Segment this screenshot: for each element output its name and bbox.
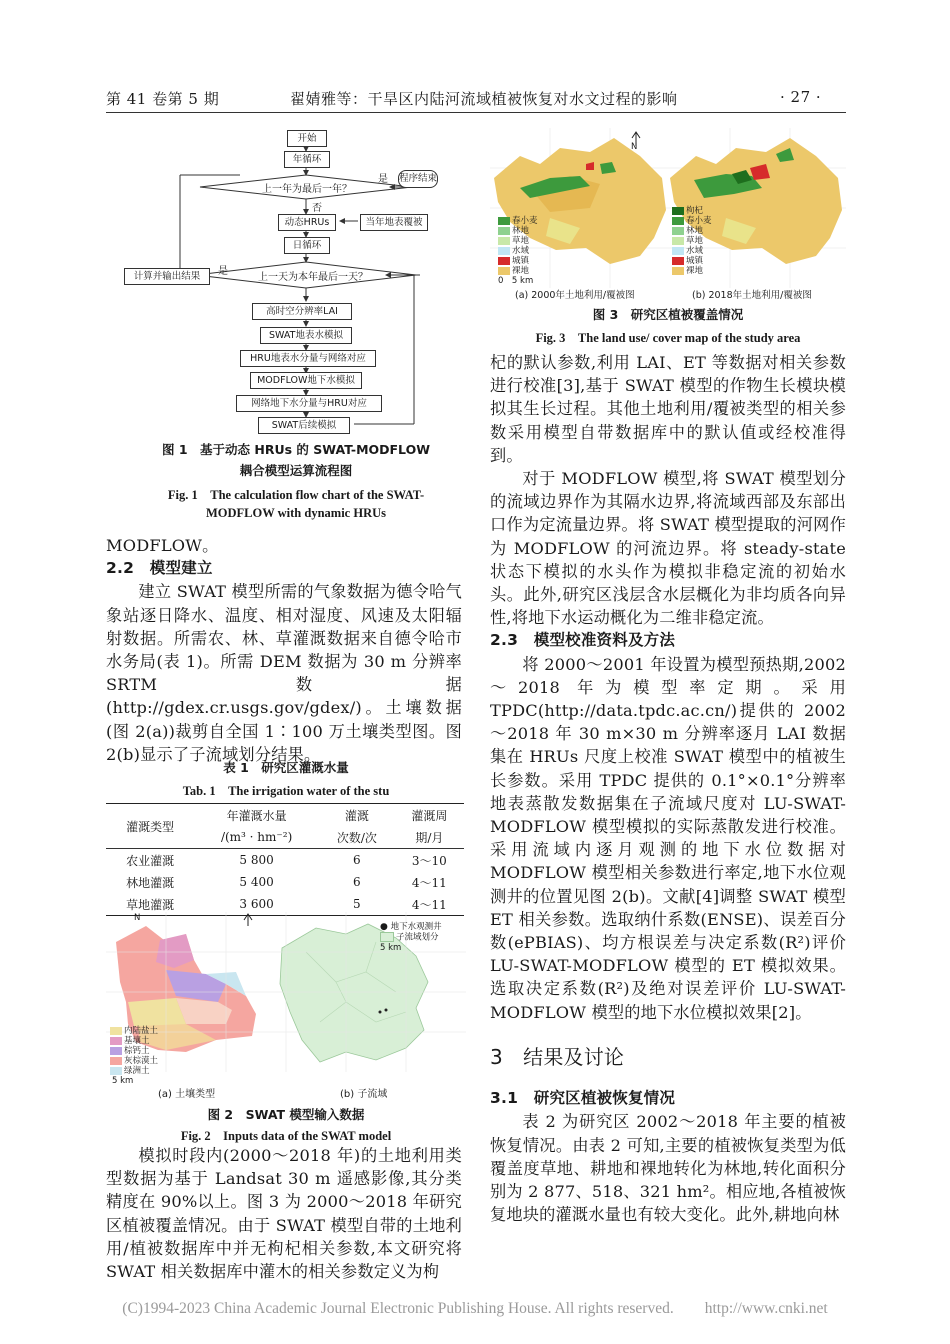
legend-item: 水域 [686,246,704,256]
swatch-icon [498,247,510,255]
header-amount-1: 年灌溉水量 [226,808,287,823]
fig3-sub-a: (a) 2000年土地利用/覆被图 [515,290,635,301]
legend-item: 城镇 [512,256,530,266]
fig3-legend-a [498,216,538,286]
fig2-sub-a: (a) 土壤类型 [158,1089,216,1100]
header-count-2: 次数/次 [319,826,395,849]
cell-amount: 5 800 [239,853,274,867]
legend-item: 裸地 [686,266,704,276]
left-text-2 [106,1144,462,1283]
legend-item: 裸地 [512,266,530,276]
table-1 [106,803,464,916]
day-loop-box: 日循环 [284,237,330,254]
page-number: · 27 · [780,88,822,106]
year-loop-box: 年循环 [284,151,330,168]
swatch-icon [672,257,684,265]
swatch-icon [110,1037,122,1045]
legend-item: 草地 [512,236,530,246]
end-box: 程序结束 [398,170,438,188]
cell-amount: 3 600 [239,897,274,911]
swatch-icon [110,1047,122,1055]
table1-title-en: Tab. 1 The irrigation water of the stu [182,784,390,798]
start-box: 开始 [287,130,327,147]
fig2-legend-a [110,1026,158,1076]
fig2-north: N [134,913,141,923]
table1-title-cn: 表 1 研究区灌溉水量 [223,760,349,775]
cell-type: 农业灌溉 [126,853,175,868]
header-count-1: 灌溉 [344,808,369,823]
swat-next-box: SWAT后续模拟 [258,417,350,434]
no-label-1: 否 [312,203,322,214]
swatch-icon [498,237,510,245]
header-period-1: 灌溉周 [411,808,448,823]
fig3-sub-b: (b) 2018年土地利用/覆被图 [692,290,812,301]
fig1-caption-en-1: Fig. 1 The calculation flow chart of the SWAT- [167,488,425,502]
para-modflow-end: MODFLOW。 [106,536,219,555]
cell-amount: 5 400 [239,875,274,889]
decision-last-year: 上一年为最后一年？ [262,184,352,195]
cell-type: 林地灌溉 [126,875,175,890]
cell-period: 3～10 [411,853,447,868]
grid-map-box: 网络地下水分量与HRU对应 [236,395,382,412]
fig3-legend-b [672,206,712,276]
output-box: 计算并输出结果 [124,268,210,285]
legend-item: 子流域划分 [396,932,439,943]
current-cover-box: 当年地表覆被 [360,214,428,231]
running-title: 翟婧雅等：干旱区内陆河流域植被恢复对水文过程的影响 [290,90,678,108]
legend-item: 水域 [512,246,530,256]
cell-period: 4～11 [411,897,447,912]
para-calibration: 杞的默认参数,利用 LAI、ET 等数据对相关参数进行校准[3],基于 SWAT 模型的作物生长模块模拟其生长过程。其他土地利用/覆被类型的相关参数采用模型自带数据库中的默认值或经校准得到。 [490,353,846,465]
legend-item: 枸杞 [686,206,704,216]
fig1-caption-cn-1: 图 1 基于动态 HRUs 的 SWAT-MODFLOW [161,442,430,457]
swatch-icon [110,1027,122,1035]
fig2-legend-b: ● 地下水观测井 子流域划分 5 km [380,922,442,953]
modflow-box: MODFLOW地下水模拟 [250,372,362,389]
fig2-caption-en: Fig. 2 Inputs data of the SWAT model [180,1129,392,1143]
swatch-icon [672,237,684,245]
table-row [106,849,464,872]
legend-item: 灰棕漠土 [124,1056,159,1066]
legend-item: 地下水观测井 [390,922,442,932]
header-amount-2: /(m³ · hm⁻²) [194,826,319,849]
swatch-icon [672,227,684,235]
legend-item: 林地 [512,226,530,236]
cell-count: 6 [353,853,361,867]
fig1-caption-en-2: MODFLOW with dynamic HRUs [206,506,386,520]
yes-label-1: 是 [378,174,388,185]
fig3-north: N [631,142,638,152]
right-text [490,351,846,1226]
swatch-icon [498,267,510,275]
section-3-1-heading: 3.1 研究区植被恢复情况 [490,1089,676,1108]
fig2-caption-cn: 图 2 SWAT 模型输入数据 [207,1107,365,1122]
para-model-setup: 建立 SWAT 模型所需的气象数据为德令哈气象站逐日降水、温度、相对湿度、风速及太阳辐射数据。所需农、林、草灌溉数据来自德令哈市水务局(表 1)。所需 DEM 数据为 30 m 分辨率 SRTM 数据(http://gdex.cr.usgs.gov/gdex/)。土壤数据(图 2(a))裁剪自全国 1∶100 万土壤类型图。图 2(b)显示了子流域划分结果。 [106,582,462,764]
para-landuse: 模拟时段内(2000～2018 年)的土地利用类型数据为基于 Landsat 30 m 遥感影像,其分类精度在 90%以上。图 3 为 2000～2018 年研究区植被覆盖情况。由于 SWAT 模型自带的土地利用/植被数据库中并无枸杞相关参数,本文研究将 SWAT 相关数据库中灌木的相关参数定义为枸 [106,1146,462,1282]
dynamic-hrus-box: 动态HRUs [278,214,336,231]
decision-last-day: 上一天为本年最后一天？ [258,272,368,283]
lai-box: 高时空分辨率LAI [252,303,352,320]
fig2-sub-b: (b) 子流域 [340,1089,388,1100]
legend-item: 城镇 [686,256,704,266]
section-3-heading: 3 结果及讨论 [490,1044,625,1069]
fig2-scale-a: 5 km [112,1076,134,1086]
swatch-icon [498,257,510,265]
left-text [106,534,462,766]
header-period-2: 期/月 [395,826,464,849]
legend-item: 春小麦 [512,216,538,226]
yes-label-2: 是 [218,266,228,277]
legend-item: 棕钙土 [124,1046,150,1056]
hru-map-box: HRU地表水分量与网络对应 [240,350,376,367]
header-rule [106,112,846,113]
para-modflow: 对于 MODFLOW 模型,将 SWAT 模型划分的流域边界作为其隔水边界,将流域西部及东部出口作为定流量边界。将 SWAT 模型提取的河网作为 MODFLOW 的河流边界。将 steady-state 状态下模拟的水头作为模拟非稳定流的初始水头。此外,研究区浅层含水层概化为非均质各向异性,将地下水运动概化为二维非稳定流。 [490,469,846,628]
journal-issue: 第 41 卷第 5 期 [106,90,220,108]
swatch-icon [498,217,510,225]
legend-item: 林地 [686,226,704,236]
cell-type: 草地灌溉 [126,897,175,912]
cell-count: 5 [353,897,361,911]
swatch-icon [110,1057,122,1065]
table-header-row [106,804,464,827]
legend-item: 草地 [686,236,704,246]
cell-period: 4～11 [411,875,447,890]
swatch-icon [498,227,510,235]
legend-item: 内陆盐土 [124,1026,159,1036]
legend-item: 绿洲土 [124,1066,150,1076]
header-type: 灌溉类型 [106,804,194,849]
fig1-caption-cn-2: 耦合模型运算流程图 [239,463,353,478]
swatch-icon [672,207,684,215]
fig3-caption-en: Fig. 3 The land use/ cover map of the study area [535,331,801,345]
swatch-icon [380,932,394,942]
table-row [106,871,464,893]
cell-count: 6 [353,875,361,889]
swatch-icon [672,267,684,275]
swatch-icon [110,1067,122,1075]
section-2-2-heading: 2.2 模型建立 [106,559,213,578]
legend-item: 基壤土 [124,1036,150,1046]
swatch-icon [672,247,684,255]
section-2-3-heading: 2.3 模型校准资料及方法 [490,631,676,650]
fig3-scale: 0 5 km [498,276,534,286]
copyright-footer: (C)1994-2023 China Academic Journal Electronic Publishing House. All rights reserved. http://www.cnki.net [122,1300,828,1317]
legend-item: 春小麦 [686,216,712,226]
swat-surface-box: SWAT地表水模拟 [260,327,352,344]
swatch-icon [672,217,684,225]
fig2-scale-b: 5 km [380,942,402,953]
para-vegetation-restoration: 表 2 为研究区 2002～2018 年主要的植被恢复情况。由表 2 可知,主要的植被恢复类型为低覆盖度草地、耕地和裸地转化为林地,转化面积分别为 2 877、518、321 hm²。相应地,各植被恢复地块的灌溉水量也有较大变化。此外,耕地向林 [490,1112,846,1225]
para-calibration-data: 将 2000～2001 年设置为模型预热期,2002～2018 年为模型率定期。采用 TPDC(http://data.tpdc.ac.cn/)提供的 2002～2018 年 30 m×30 m 分辨率逐月 LAI 数据集在 HRUs 尺度上校准 SWAT 模型中的植被生长参数。采用 TPDC 提供的 0.1°×0.1°分辨率地表蒸散发数据集在子流域尺度对 LU-SWAT-MODFLOW 模型模拟的实际蒸散发进行校准。采用流域内逐月观测的地下水位数据对 MODFLOW 模型相关参数进行率定,地下水位观测井的位置见图 2(b)。文献[4]调整 SWAT 模型 ET 相关参数。选取纳什系数(ENSE)、误差百分数(ePBIAS)、均方根误差与决定系数(R²)评价 LU-SWAT-MODFLOW 模型的 ET 模拟效果。选取决定系数(R²)及绝对误差评价 LU-SWAT-MODFLOW 模型的地下水位模拟效果[2]。 [490,654,846,1022]
fig3-caption-cn: 图 3 研究区植被覆盖情况 [592,307,744,322]
fig3-maps [490,128,846,288]
